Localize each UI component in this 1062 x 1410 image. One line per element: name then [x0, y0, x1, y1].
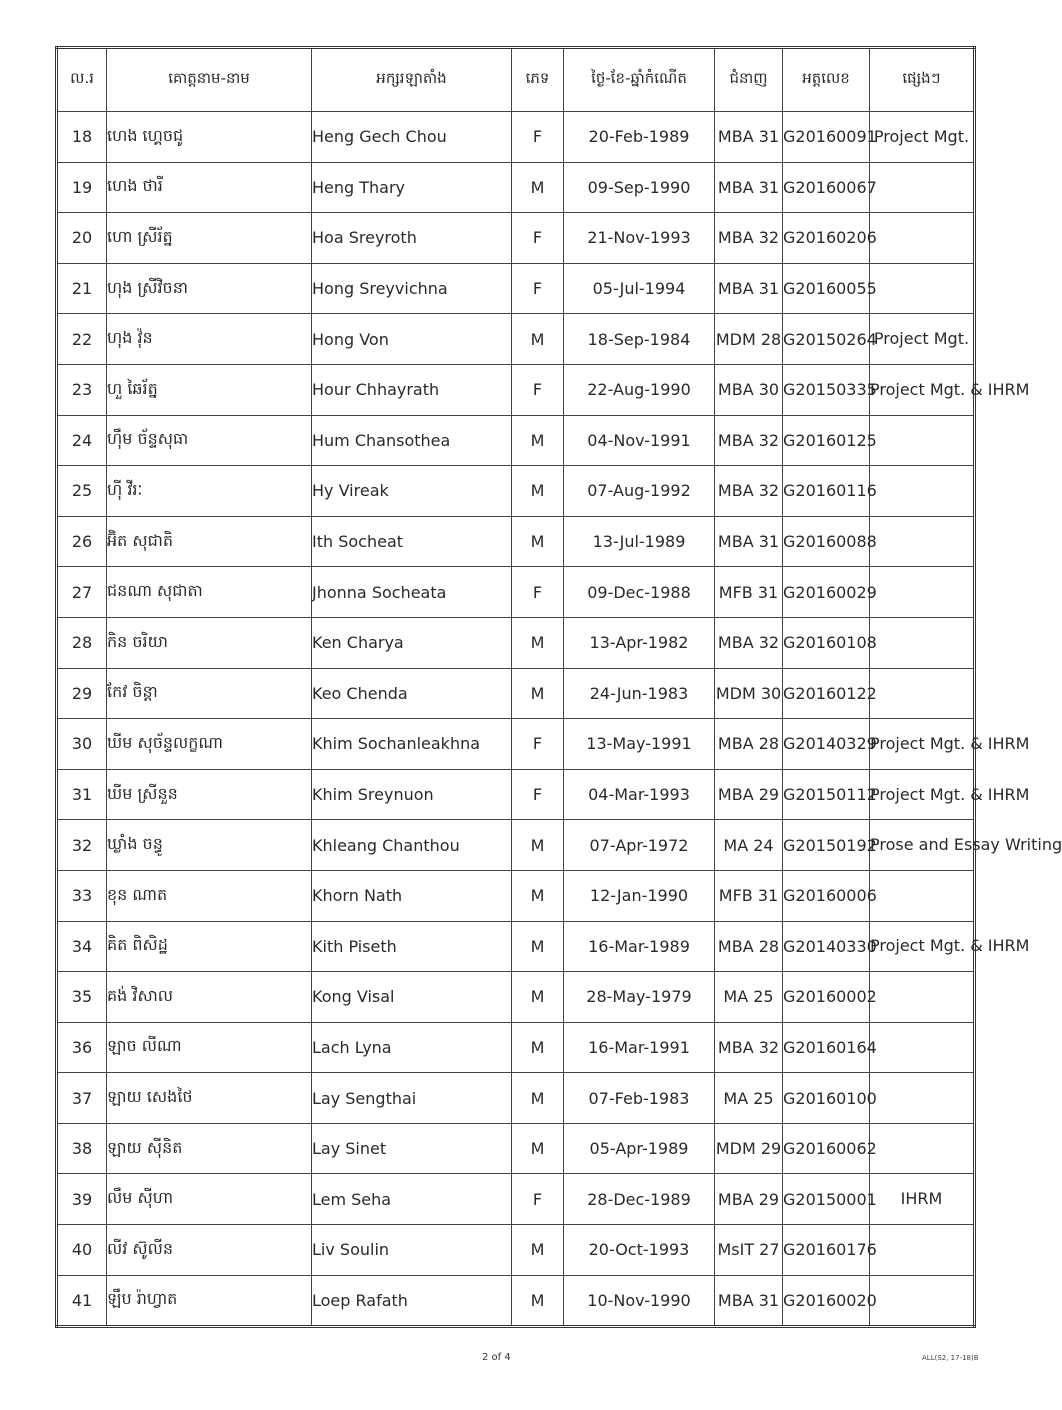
student-id: G20150001 [783, 1174, 870, 1225]
khmer-name: គង់ វិសាល [107, 972, 312, 1023]
notes [870, 466, 975, 517]
header-latin-name: អក្សរឡាតាំង [312, 48, 512, 112]
table-row [57, 1073, 975, 1124]
student-id: G20160116 [783, 466, 870, 517]
khmer-name: ឡាយ សេងថៃ [107, 1073, 312, 1124]
notes: Project Mgt. & IHRM [870, 719, 975, 770]
gender: M [512, 162, 564, 213]
row-number: 40 [57, 1225, 107, 1276]
row-number: 34 [57, 921, 107, 972]
notes [870, 617, 975, 668]
row-number: 29 [57, 668, 107, 719]
table-row [57, 870, 975, 921]
latin-name: Jhonna Socheata [312, 567, 512, 618]
notes [870, 668, 975, 719]
row-number: 33 [57, 870, 107, 921]
student-id: G20160108 [783, 617, 870, 668]
khmer-name: ហោ ស្រីរ័ត្ន [107, 213, 312, 264]
header-khmer-name: គោត្តនាម-នាម [107, 48, 312, 112]
gender: F [512, 719, 564, 770]
row-number: 25 [57, 466, 107, 517]
khmer-name: ឃ្លាំង ចន្ធូ [107, 820, 312, 871]
header-notes: ផ្សេងៗ [870, 48, 975, 112]
khmer-name: លីវ ស៊ូលីន [107, 1225, 312, 1276]
header-gender: ភេទ [512, 48, 564, 112]
student-id: G20150112 [783, 769, 870, 820]
program: MBA 29 [715, 1174, 783, 1225]
row-number: 35 [57, 972, 107, 1023]
latin-name: Khleang Chanthou [312, 820, 512, 871]
date-of-birth: 12-Jan-1990 [564, 870, 715, 921]
date-of-birth: 20-Oct-1993 [564, 1225, 715, 1276]
gender: M [512, 668, 564, 719]
student-id: G20150335 [783, 364, 870, 415]
student-id: G20150192 [783, 820, 870, 871]
table-row [57, 1275, 975, 1327]
row-number: 26 [57, 516, 107, 567]
program: MBA 32 [715, 466, 783, 517]
latin-name: Hong Von [312, 314, 512, 365]
table-row [57, 1022, 975, 1073]
khmer-name: គិត ពិសិដ្ឋ [107, 921, 312, 972]
row-number: 18 [57, 112, 107, 163]
program: MBA 30 [715, 364, 783, 415]
student-id: G20160176 [783, 1225, 870, 1276]
notes: Project Mgt. & IHRM [870, 364, 975, 415]
khmer-name: ខុន ណាត [107, 870, 312, 921]
table-header-row [57, 48, 975, 112]
student-id: G20160006 [783, 870, 870, 921]
table-row [57, 466, 975, 517]
student-id: G20160100 [783, 1073, 870, 1124]
student-roster-table [55, 46, 1062, 1328]
date-of-birth: 04-Nov-1991 [564, 415, 715, 466]
gender: M [512, 820, 564, 871]
program: MBA 32 [715, 617, 783, 668]
table-row [57, 1174, 975, 1225]
row-number: 27 [57, 567, 107, 618]
program: MBA 31 [715, 263, 783, 314]
row-number: 36 [57, 1022, 107, 1073]
table-row [57, 314, 975, 365]
khmer-name: ជនណា សុជាតា [107, 567, 312, 618]
notes [870, 1022, 975, 1073]
table-row [57, 1123, 975, 1174]
header-number: ល.រ [57, 48, 107, 112]
gender: M [512, 1022, 564, 1073]
gender: M [512, 415, 564, 466]
date-of-birth: 10-Nov-1990 [564, 1275, 715, 1327]
program: MA 25 [715, 1073, 783, 1124]
program: MFB 31 [715, 870, 783, 921]
gender: M [512, 1123, 564, 1174]
table-row [57, 972, 975, 1023]
date-of-birth: 07-Apr-1972 [564, 820, 715, 871]
date-of-birth: 05-Jul-1994 [564, 263, 715, 314]
latin-name: Kong Visal [312, 972, 512, 1023]
khmer-name: លឹម ស៊ីហា [107, 1174, 312, 1225]
table-row [57, 112, 975, 163]
row-number: 24 [57, 415, 107, 466]
notes: Prose and Essay Writing [870, 820, 975, 871]
notes: Project Mgt. [870, 112, 975, 163]
student-id: G20160020 [783, 1275, 870, 1327]
latin-name: Lay Sinet [312, 1123, 512, 1174]
khmer-name: ឃីម ស្រីនួន [107, 769, 312, 820]
gender: F [512, 263, 564, 314]
table-row [57, 719, 975, 770]
student-id: G20160125 [783, 415, 870, 466]
date-of-birth: 16-Mar-1991 [564, 1022, 715, 1073]
gender: F [512, 769, 564, 820]
gender: M [512, 1275, 564, 1327]
latin-name: Keo Chenda [312, 668, 512, 719]
khmer-name: ហួ ឆៃរ័ត្ន [107, 364, 312, 415]
header-date-of-birth: ថ្ងៃ-ខែ-ឆ្នាំកំណើត [564, 48, 715, 112]
student-id: G20160088 [783, 516, 870, 567]
date-of-birth: 28-Dec-1989 [564, 1174, 715, 1225]
student-id: G20160206 [783, 213, 870, 264]
program: MFB 31 [715, 567, 783, 618]
gender: F [512, 112, 564, 163]
notes: Project Mgt. & IHRM [870, 921, 975, 972]
row-number: 23 [57, 364, 107, 415]
table-row [57, 668, 975, 719]
notes [870, 1073, 975, 1124]
latin-name: Khim Sreynuon [312, 769, 512, 820]
latin-name: Lay Sengthai [312, 1073, 512, 1124]
student-id: G20140329 [783, 719, 870, 770]
gender: M [512, 1073, 564, 1124]
gender: M [512, 314, 564, 365]
program: MBA 29 [715, 769, 783, 820]
date-of-birth: 07-Aug-1992 [564, 466, 715, 517]
latin-name: Kith Piseth [312, 921, 512, 972]
date-of-birth: 07-Feb-1983 [564, 1073, 715, 1124]
gender: M [512, 466, 564, 517]
latin-name: Ken Charya [312, 617, 512, 668]
date-of-birth: 13-Apr-1982 [564, 617, 715, 668]
khmer-name: កិន ចរិយា [107, 617, 312, 668]
latin-name: Heng Thary [312, 162, 512, 213]
row-number: 20 [57, 213, 107, 264]
gender: M [512, 870, 564, 921]
program: MBA 32 [715, 1022, 783, 1073]
gender: M [512, 1225, 564, 1276]
date-of-birth: 22-Aug-1990 [564, 364, 715, 415]
date-of-birth: 24-Jun-1983 [564, 668, 715, 719]
date-of-birth: 04-Mar-1993 [564, 769, 715, 820]
notes [870, 1275, 975, 1327]
row-number: 22 [57, 314, 107, 365]
latin-name: Liv Soulin [312, 1225, 512, 1276]
notes [870, 1225, 975, 1276]
table-row [57, 162, 975, 213]
program: MBA 32 [715, 213, 783, 264]
date-of-birth: 18-Sep-1984 [564, 314, 715, 365]
khmer-name: ហុង វ៉ុន [107, 314, 312, 365]
student-id: G20160091 [783, 112, 870, 163]
program: MBA 31 [715, 112, 783, 163]
latin-name: Hong Sreyvichna [312, 263, 512, 314]
gender: M [512, 617, 564, 668]
student-id: G20160067 [783, 162, 870, 213]
date-of-birth: 20-Feb-1989 [564, 112, 715, 163]
latin-name: Hy Vireak [312, 466, 512, 517]
notes [870, 162, 975, 213]
notes: Project Mgt. & IHRM [870, 769, 975, 820]
notes: IHRM [870, 1174, 975, 1225]
khmer-name: ហ៊ឹម ច័ន្ទសុធា [107, 415, 312, 466]
table-row [57, 1225, 975, 1276]
student-id: G20140330 [783, 921, 870, 972]
latin-name: Loep Rafath [312, 1275, 512, 1327]
row-number: 19 [57, 162, 107, 213]
notes [870, 972, 975, 1023]
program: MBA 32 [715, 415, 783, 466]
notes [870, 415, 975, 466]
program: MBA 31 [715, 162, 783, 213]
khmer-name: ឡឹប រ៉ាហ្វាត [107, 1275, 312, 1327]
date-of-birth: 13-May-1991 [564, 719, 715, 770]
khmer-name: ហុង ស្រីវិចនា [107, 263, 312, 314]
notes [870, 213, 975, 264]
header-student-id: អត្តលេខ [783, 48, 870, 112]
latin-name: Khorn Nath [312, 870, 512, 921]
program: MA 25 [715, 972, 783, 1023]
latin-name: Heng Gech Chou [312, 112, 512, 163]
date-of-birth: 21-Nov-1993 [564, 213, 715, 264]
student-id: G20160164 [783, 1022, 870, 1073]
gender: F [512, 1174, 564, 1225]
table-row [57, 415, 975, 466]
khmer-name: ហ៊ី វីរៈ [107, 466, 312, 517]
student-id: G20160029 [783, 567, 870, 618]
table-row [57, 820, 975, 871]
table-row [57, 213, 975, 264]
notes [870, 567, 975, 618]
date-of-birth: 13-Jul-1989 [564, 516, 715, 567]
gender: F [512, 364, 564, 415]
row-number: 31 [57, 769, 107, 820]
row-number: 30 [57, 719, 107, 770]
table-row [57, 516, 975, 567]
program: MDM 28 [715, 314, 783, 365]
header-program: ជំនាញ [715, 48, 783, 112]
latin-name: Hour Chhayrath [312, 364, 512, 415]
table-row [57, 769, 975, 820]
student-id: G20160062 [783, 1123, 870, 1174]
khmer-name: ហេង ហ្គេចជូ [107, 112, 312, 163]
khmer-name: កែវ ចិន្តា [107, 668, 312, 719]
gender: F [512, 213, 564, 264]
date-of-birth: 09-Dec-1988 [564, 567, 715, 618]
table-row [57, 617, 975, 668]
program: MA 24 [715, 820, 783, 871]
document-code: ALL(S2, 17-18)B [922, 1354, 979, 1362]
gender: M [512, 921, 564, 972]
khmer-name: ឡាយ ស៊ីនិត [107, 1123, 312, 1174]
program: MBA 28 [715, 719, 783, 770]
khmer-name: ឃីម សុច័ន្ទលក្ខណា [107, 719, 312, 770]
row-number: 39 [57, 1174, 107, 1225]
row-number: 38 [57, 1123, 107, 1174]
khmer-name: អ៊ិត សុជាតិ [107, 516, 312, 567]
student-id: G20160055 [783, 263, 870, 314]
notes [870, 1123, 975, 1174]
latin-name: Hoa Sreyroth [312, 213, 512, 264]
table-row [57, 364, 975, 415]
notes [870, 870, 975, 921]
table-row [57, 921, 975, 972]
khmer-name: ហេង ថារី [107, 162, 312, 213]
page-number: 2 of 4 [482, 1352, 511, 1363]
date-of-birth: 09-Sep-1990 [564, 162, 715, 213]
table-row [57, 263, 975, 314]
notes: Project Mgt. [870, 314, 975, 365]
program: MsIT 27 [715, 1225, 783, 1276]
table-row [57, 567, 975, 618]
table-body [57, 112, 1062, 1327]
program: MBA 31 [715, 1275, 783, 1327]
program: MDM 29 [715, 1123, 783, 1174]
latin-name: Hum Chansothea [312, 415, 512, 466]
notes [870, 516, 975, 567]
khmer-name: ឡាច លីណា [107, 1022, 312, 1073]
program: MDM 30 [715, 668, 783, 719]
program: MBA 28 [715, 921, 783, 972]
date-of-birth: 05-Apr-1989 [564, 1123, 715, 1174]
row-number: 21 [57, 263, 107, 314]
gender: M [512, 516, 564, 567]
date-of-birth: 28-May-1979 [564, 972, 715, 1023]
gender: F [512, 567, 564, 618]
latin-name: Lem Seha [312, 1174, 512, 1225]
program: MBA 31 [715, 516, 783, 567]
student-id: G20150264 [783, 314, 870, 365]
notes [870, 263, 975, 314]
latin-name: Khim Sochanleakhna [312, 719, 512, 770]
row-number: 32 [57, 820, 107, 871]
student-id: G20160002 [783, 972, 870, 1023]
date-of-birth: 16-Mar-1989 [564, 921, 715, 972]
latin-name: Lach Lyna [312, 1022, 512, 1073]
student-id: G20160122 [783, 668, 870, 719]
gender: M [512, 972, 564, 1023]
row-number: 41 [57, 1275, 107, 1327]
latin-name: Ith Socheat [312, 516, 512, 567]
row-number: 37 [57, 1073, 107, 1124]
row-number: 28 [57, 617, 107, 668]
